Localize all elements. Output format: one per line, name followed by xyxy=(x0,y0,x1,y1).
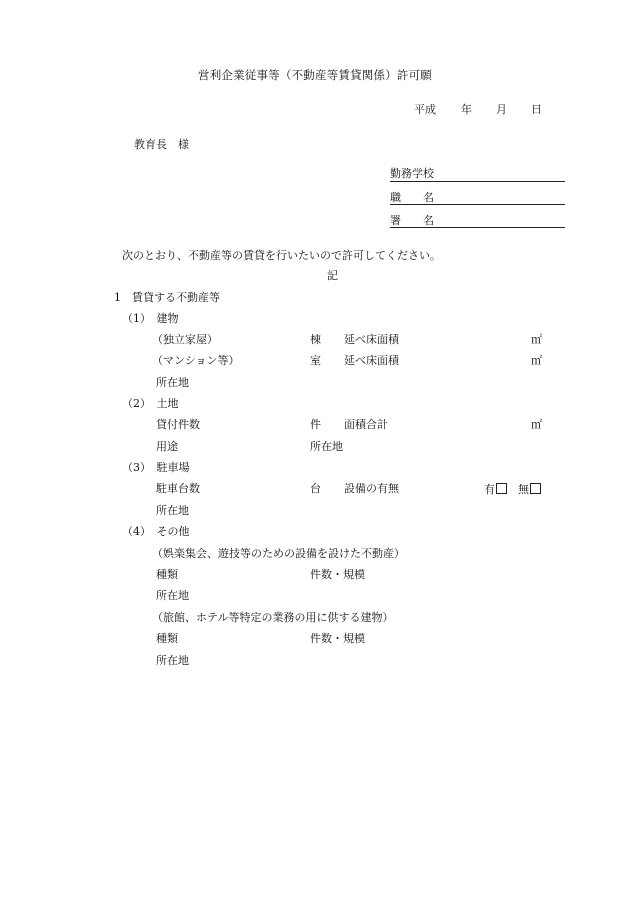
name-underline xyxy=(390,227,565,228)
land-lots-label: 貸付件数 xyxy=(156,418,200,431)
ki-heading: 記 xyxy=(327,269,338,282)
other-heading: （4） その他 xyxy=(122,525,190,538)
land-lots-unit: 件 xyxy=(310,418,321,431)
detached-count-unit: 棟 xyxy=(310,333,321,346)
land-area-unit: ㎡ xyxy=(531,418,542,431)
school-underline xyxy=(390,181,565,182)
hotel-building-label: （旅館、ホテル等特定の業務の用に供する建物） xyxy=(152,611,394,624)
addressee: 教育長 様 xyxy=(134,138,189,151)
entertainment-property-label: （娯楽集会、遊技等のための設備を設けた不動産） xyxy=(152,547,405,560)
detached-floor-area-label: 延べ床面積 xyxy=(344,333,399,346)
facility-no-checkbox[interactable] xyxy=(530,483,541,494)
hotel-scale-label: 件数・規模 xyxy=(310,632,365,645)
land-use-label: 用途 xyxy=(156,440,178,453)
parking-location-label: 所在地 xyxy=(156,504,189,517)
date-day: 日 xyxy=(531,103,542,116)
section-1-heading: 1 賃貸する不動産等 xyxy=(114,291,220,304)
land-heading: （2） 土地 xyxy=(122,397,179,410)
facility-yes-label: 有 xyxy=(484,483,495,496)
date-era: 平成 xyxy=(414,103,436,116)
facility-no-option[interactable] xyxy=(518,483,541,495)
parking-heading: （3） 駐車場 xyxy=(122,461,190,474)
building-location-label: 所在地 xyxy=(156,376,189,389)
land-location-label: 所在地 xyxy=(310,440,343,453)
hotel-type-label: 種類 xyxy=(156,632,178,645)
name-label: 署 名 xyxy=(390,214,434,227)
entertainment-location-label: 所在地 xyxy=(156,589,189,602)
position-label: 職 名 xyxy=(390,191,434,204)
land-area-total-label: 面積合計 xyxy=(344,418,388,431)
position-underline xyxy=(390,204,565,205)
document-title: 営利企業従事等（不動産等賃貸関係）許可願 xyxy=(198,68,432,82)
mansion-area-unit: ㎡ xyxy=(531,354,542,367)
date-year: 年 xyxy=(461,103,472,116)
mansion-label: （マンション等） xyxy=(152,354,240,367)
parking-facility-label: 設備の有無 xyxy=(344,482,399,495)
detached-house-label: （独立家屋） xyxy=(152,333,218,346)
parking-count-unit: 台 xyxy=(310,482,321,495)
hotel-location-label: 所在地 xyxy=(156,654,189,667)
parking-count-label: 駐車台数 xyxy=(156,482,200,495)
facility-yes-option[interactable] xyxy=(484,483,507,495)
detached-area-unit: ㎡ xyxy=(531,333,542,346)
entertainment-scale-label: 件数・規模 xyxy=(310,568,365,581)
date-month: 月 xyxy=(496,103,507,116)
entertainment-type-label: 種類 xyxy=(156,568,178,581)
facility-no-label: 無 xyxy=(518,483,529,496)
building-heading: （1） 建物 xyxy=(122,312,179,325)
request-text: 次のとおり、不動産等の賃貸を行いたいので許可してください。 xyxy=(122,249,441,262)
mansion-count-unit: 室 xyxy=(310,354,321,367)
school-label: 勤務学校 xyxy=(390,167,434,180)
mansion-floor-area-label: 延べ床面積 xyxy=(344,354,399,367)
facility-yes-checkbox[interactable] xyxy=(496,483,507,494)
